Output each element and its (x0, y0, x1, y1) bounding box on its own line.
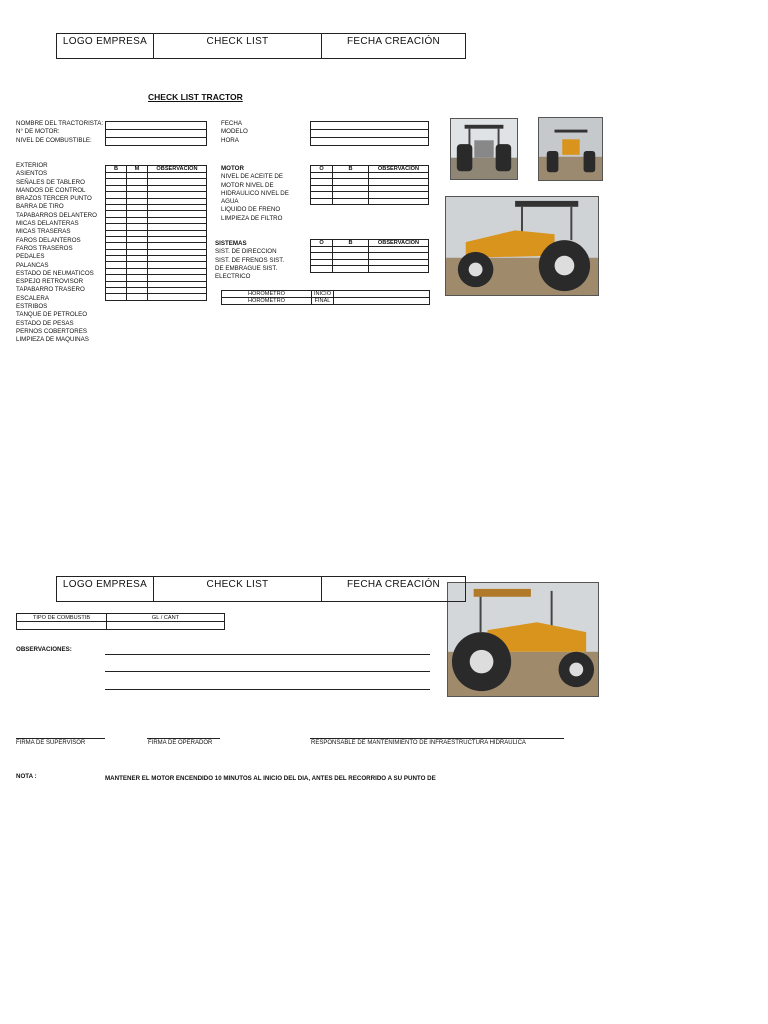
exterior-table (105, 165, 207, 301)
item-label: TANQUE DE PETROLEO (16, 311, 88, 319)
combustible-cant-field[interactable] (107, 622, 225, 630)
item-label: LIMPIEZA DE MAQUINAS (16, 336, 89, 344)
check-cell[interactable] (311, 198, 333, 204)
motor-number-field[interactable] (106, 130, 207, 138)
item-label: ESPEJO RETROVISOR (16, 278, 84, 286)
motor-table (310, 165, 429, 205)
item-label: PEDALES (16, 253, 45, 261)
item-label: ESTADO DE PESAS (16, 319, 74, 327)
tractor-side-photo-2 (447, 582, 599, 697)
header-fecha: FECHA CREACIÓN (346, 579, 441, 590)
horometro-final: FINAL (312, 298, 334, 305)
info-label: N° DE MOTOR: (16, 128, 60, 136)
hora-field[interactable] (311, 138, 429, 146)
item-label: LIMPIEZA DE FILTRO (221, 214, 283, 222)
tractor-front-photo (538, 117, 603, 181)
motor-heading: MOTOR (221, 165, 244, 172)
motor-section (221, 165, 289, 223)
check-cell[interactable] (369, 266, 429, 272)
check-cell[interactable] (148, 294, 207, 300)
observaciones-line[interactable] (105, 689, 430, 690)
check-cell[interactable] (333, 266, 369, 272)
item-label: MANDOS DE CONTROL (16, 186, 86, 194)
tractor-side-photo (445, 196, 599, 296)
firma-supervisor-line[interactable] (16, 738, 105, 739)
horometro-inicio-field[interactable] (334, 291, 430, 298)
item-label: TAPABARRO TRASERO (16, 286, 85, 294)
item-label: AGUA (221, 198, 239, 206)
header-fecha: FECHA CREACIÓN (346, 36, 441, 47)
header-logo: LOGO EMPRESA (57, 34, 154, 58)
header-checklist: CHECK LIST (154, 577, 322, 601)
info-label: NOMBRE DEL TRACTORISTA: (16, 120, 104, 127)
observaciones-line[interactable] (105, 654, 430, 655)
horometro-label: HOROMETRO (222, 291, 312, 298)
item-label: MICAS DELANTERAS (16, 220, 79, 228)
item-label: HIDRAULICO NIVEL DE (221, 189, 289, 197)
col-o: O (311, 240, 333, 247)
col-b: B (333, 166, 369, 173)
exterior-row (106, 294, 207, 300)
horometro-inicio: INICIO (312, 291, 334, 298)
col-observacion: OBSERVACIÓN (148, 166, 207, 173)
sistemas-heading: SISTEMAS (215, 240, 247, 247)
responsable-line[interactable] (310, 738, 564, 739)
col-observacion: OBSERVACIÓN (369, 240, 429, 247)
item-label: PERNOS COBERTORES (16, 327, 87, 335)
item-label: FAROS TRASEROS (16, 244, 73, 252)
item-label: ESTRIBOS (16, 303, 48, 311)
info-left (16, 120, 103, 145)
header-bar-2 (56, 576, 466, 602)
responsable-label: RESPONSABLE DE MANTENIMIENTO DE INFRAESTRUCTURA HIDRAULICA (311, 740, 526, 746)
header-logo: LOGO EMPRESA (57, 577, 154, 601)
check-cell[interactable] (106, 294, 127, 300)
item-label: ESTADO DE NEUMATICOS (16, 269, 94, 277)
col-observacion: OBSERVACIÓN (369, 166, 429, 173)
header-checklist: CHECK LIST (154, 34, 322, 58)
observaciones-label: OBSERVACIONES: (16, 646, 72, 653)
horometro-table (221, 290, 430, 305)
sistemas-table (310, 239, 429, 273)
item-label: ESCALERA (16, 294, 50, 302)
item-label: BRAZOS TERCER PUNTO (16, 195, 92, 203)
item-label: ELECTRICO (215, 273, 251, 281)
item-label: MOTOR NIVEL DE (221, 181, 274, 189)
item-label: NIVEL DE ACEITE DE (221, 173, 284, 181)
col-m: M (127, 166, 148, 173)
sistemas-section (215, 240, 284, 281)
combustible-table (16, 613, 225, 630)
item-label: PALANCAS (16, 261, 49, 269)
firma-operador-line[interactable] (147, 738, 220, 739)
info-right-fields (310, 121, 429, 146)
item-label: LIQUIDO DE FRENO (221, 206, 281, 214)
motor-row (311, 198, 429, 204)
check-cell[interactable] (311, 266, 333, 272)
nota-text: MANTENER EL MOTOR ENCENDIDO 10 MINUTOS AL INICIO DEL DIA, ANTES DEL RECORRIDO A SU PUNTO DE (105, 775, 436, 782)
check-cell[interactable] (127, 294, 148, 300)
combustible-tipo-field[interactable] (17, 622, 107, 630)
col-b: B (106, 166, 127, 173)
info-label: MODELO (221, 128, 248, 136)
combustible-field[interactable] (106, 138, 207, 146)
item-label: BARRA DE TIRO (16, 203, 64, 211)
info-right (221, 120, 248, 145)
item-label: SIST. DE DIRECCION (215, 248, 277, 256)
header-bar (56, 33, 466, 59)
item-label: SIST. DE FRENOS SIST. (215, 256, 285, 264)
modelo-field[interactable] (311, 130, 429, 138)
nota-label: NOTA : (16, 773, 37, 780)
tractorista-field[interactable] (106, 122, 207, 130)
firma-supervisor-label: FIRMA DE SUPERVISOR (16, 740, 86, 746)
horometro-label: HOROMETRO (222, 298, 312, 305)
firma-operador-label: FIRMA DE OPERADOR (148, 740, 213, 746)
exterior-section (16, 162, 97, 345)
combustible-cant: GL / CANT (107, 614, 225, 622)
check-cell[interactable] (369, 198, 429, 204)
item-label: FAROS DELANTEROS (16, 236, 81, 244)
item-label: TAPABARROS DELANTERO (16, 211, 97, 219)
item-label: ASIENTOS (16, 170, 48, 178)
info-label: FECHA (221, 120, 242, 127)
horometro-final-field[interactable] (334, 298, 430, 305)
sistemas-row (311, 266, 429, 272)
info-left-fields (105, 121, 207, 146)
check-cell[interactable] (333, 198, 369, 204)
page-title: CHECK LIST TRACTOR (148, 92, 243, 102)
combustible-tipo: TIPO DE COMBUSTIB (17, 614, 107, 622)
exterior-heading: EXTERIOR (16, 162, 48, 169)
col-b: B (333, 240, 369, 247)
observaciones-line[interactable] (105, 671, 430, 672)
fecha-field[interactable] (311, 122, 429, 130)
item-label: SEÑALES DE TABLERO (16, 178, 85, 186)
col-o: O (311, 166, 333, 173)
tractor-rear-photo (450, 118, 518, 180)
info-label: NIVEL DE COMBUSTIBLE: (16, 136, 92, 144)
info-label: HORA (221, 136, 239, 144)
item-label: MICAS TRASERAS (16, 228, 71, 236)
item-label: DE EMBRAGUE SIST. (215, 264, 278, 272)
